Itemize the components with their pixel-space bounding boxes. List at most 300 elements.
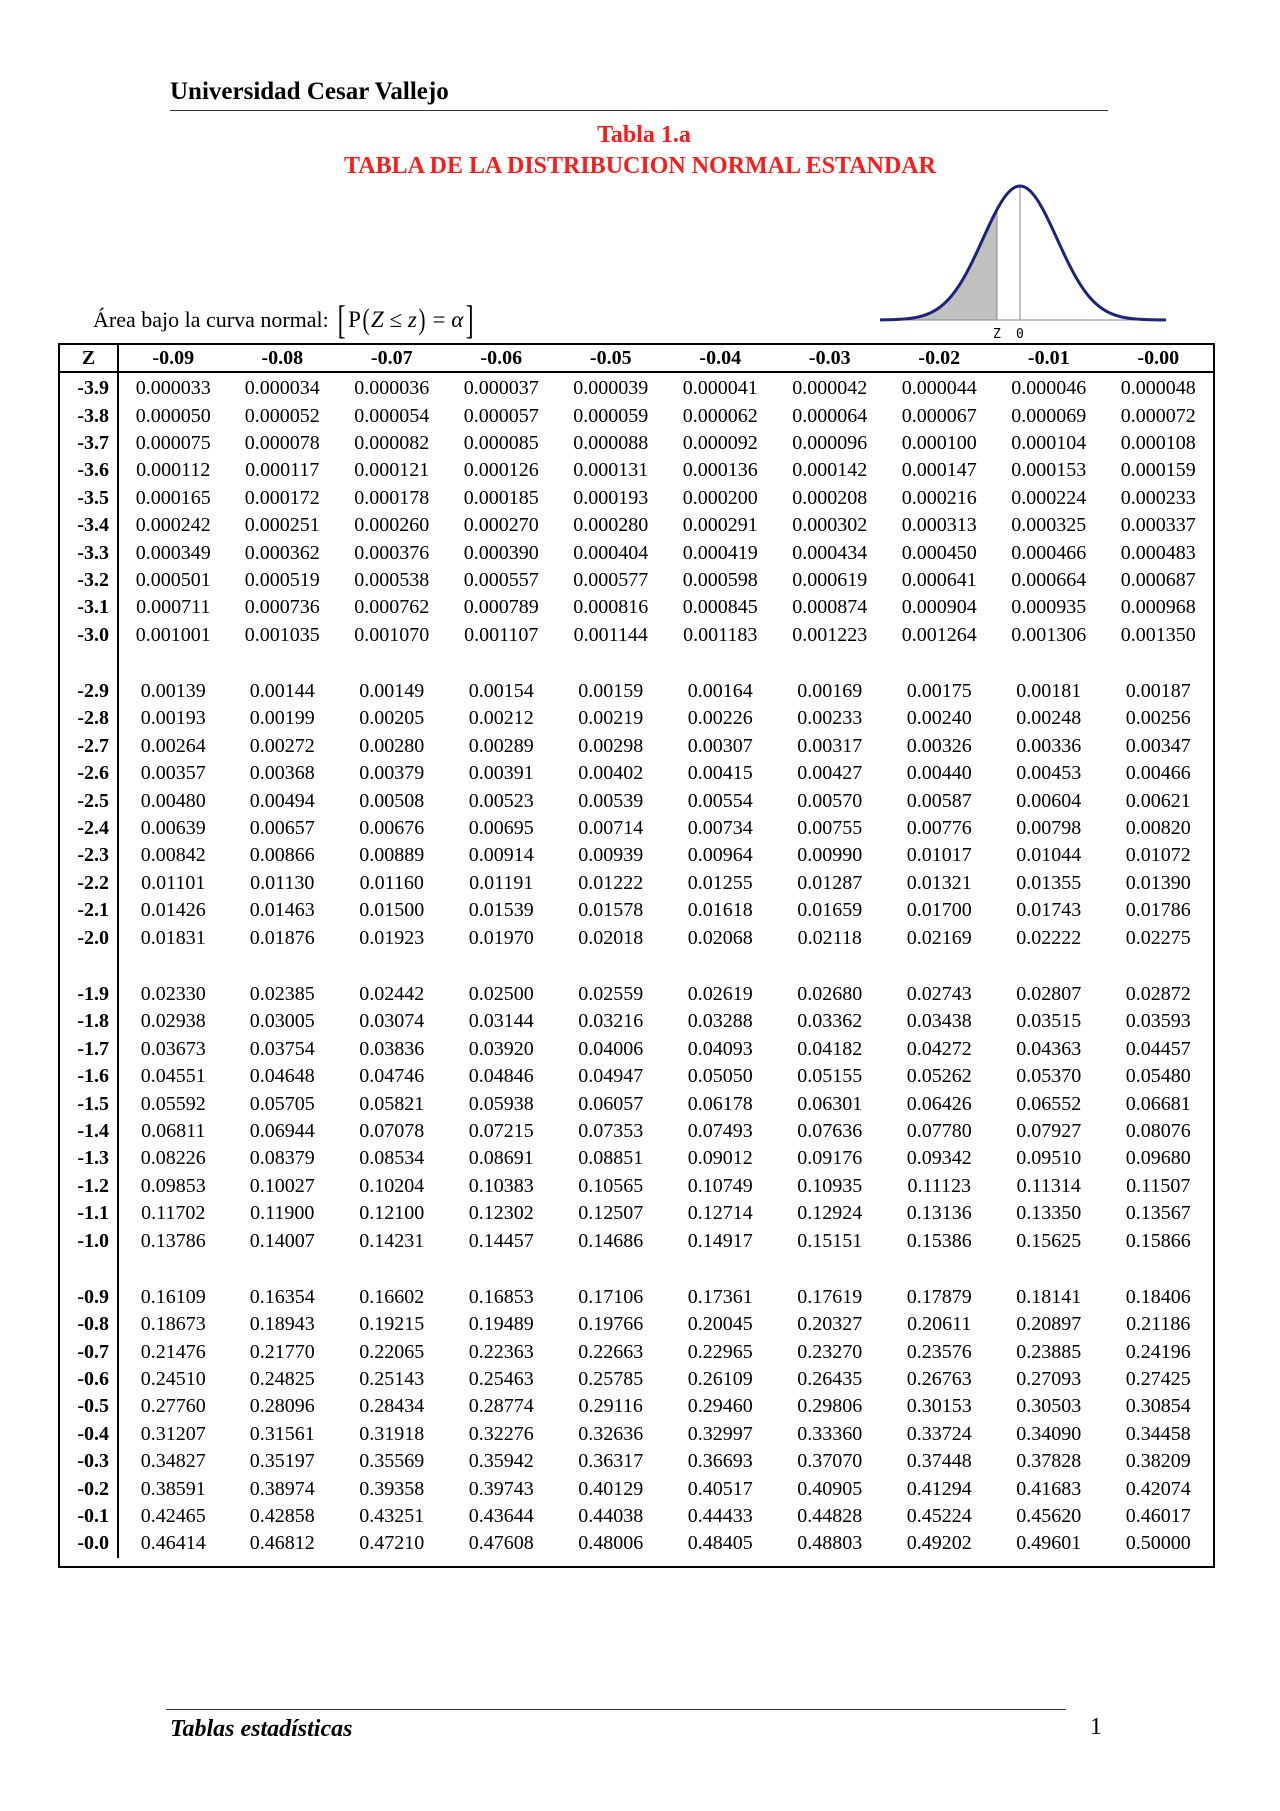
probability-cell: 0.00298 xyxy=(578,734,644,757)
probability-cell: 0.38209 xyxy=(1125,1450,1191,1473)
probability-cell: 0.04006 xyxy=(578,1037,644,1060)
probability-cell: 0.000121 xyxy=(354,459,430,482)
probability-cell: 0.46017 xyxy=(1125,1505,1191,1528)
footer-title: Tablas estadísticas xyxy=(170,1716,353,1742)
table-row xyxy=(60,1503,1213,1530)
group-spacer xyxy=(60,649,1213,678)
probability-cell: 0.00289 xyxy=(468,734,534,757)
probability-cell: 0.00193 xyxy=(140,707,206,730)
probability-cell: 0.01831 xyxy=(140,926,206,949)
probability-cell: 0.00240 xyxy=(906,707,972,730)
probability-cell: 0.04846 xyxy=(468,1065,534,1088)
probability-cell: 0.000242 xyxy=(135,514,211,537)
probability-cell: 0.001306 xyxy=(1011,623,1087,646)
probability-cell: 0.20897 xyxy=(1016,1313,1082,1336)
probability-cell: 0.06301 xyxy=(797,1092,863,1115)
probability-cell: 0.00205 xyxy=(359,707,425,730)
probability-cell: 0.47608 xyxy=(468,1532,534,1555)
probability-cell: 0.00776 xyxy=(906,817,972,840)
probability-cell: 0.02275 xyxy=(1125,926,1191,949)
probability-cell: 0.08851 xyxy=(578,1147,644,1170)
probability-cell: 0.00402 xyxy=(578,762,644,785)
probability-cell: 0.01426 xyxy=(140,899,206,922)
probability-cell: 0.01923 xyxy=(359,926,425,949)
probability-cell: 0.44828 xyxy=(797,1505,863,1528)
table-row xyxy=(60,897,1213,924)
column-header: -0.01 xyxy=(994,345,1104,372)
probability-cell: 0.00554 xyxy=(687,789,753,812)
area-label xyxy=(93,297,477,342)
probability-cell: 0.000762 xyxy=(354,596,430,619)
probability-cell: 0.000419 xyxy=(682,541,758,564)
probability-cell: 0.12302 xyxy=(468,1202,534,1225)
probability-cell: 0.02619 xyxy=(687,983,753,1005)
probability-cell: 0.000036 xyxy=(354,377,430,400)
probability-cell: 0.04363 xyxy=(1016,1037,1082,1060)
probability-cell: 0.05480 xyxy=(1125,1065,1191,1088)
probability-cell: 0.01355 xyxy=(1016,871,1082,894)
probability-cell: 0.22363 xyxy=(468,1340,534,1363)
z-value-cell: -1.0 xyxy=(60,1227,118,1254)
probability-cell: 0.09510 xyxy=(1016,1147,1082,1170)
probability-cell: 0.01539 xyxy=(468,899,534,922)
probability-cell: 0.14917 xyxy=(687,1229,753,1252)
probability-cell: 0.47210 xyxy=(359,1532,425,1555)
probability-cell: 0.000337 xyxy=(1120,514,1196,537)
probability-cell: 0.001107 xyxy=(464,623,539,646)
probability-cell: 0.14231 xyxy=(359,1229,425,1252)
probability-cell: 0.00264 xyxy=(140,734,206,757)
table-row xyxy=(60,1173,1213,1200)
probability-cell: 0.04551 xyxy=(140,1065,206,1088)
probability-cell: 0.32276 xyxy=(468,1422,534,1445)
table-row xyxy=(60,594,1213,621)
probability-cell: 0.00695 xyxy=(468,817,534,840)
z-value-cell: -3.3 xyxy=(60,539,118,566)
probability-cell: 0.18943 xyxy=(249,1313,315,1336)
probability-cell: 0.08226 xyxy=(140,1147,206,1170)
z-axis-label: Z xyxy=(993,327,1001,342)
table-row xyxy=(60,924,1213,951)
probability-cell: 0.03005 xyxy=(249,1010,315,1033)
probability-cell: 0.09853 xyxy=(140,1174,206,1197)
probability-cell: 0.00248 xyxy=(1016,707,1082,730)
shaded-area xyxy=(880,210,997,320)
z-column-header: Z xyxy=(60,345,118,372)
probability-cell: 0.00144 xyxy=(249,680,315,703)
probability-cell: 0.30854 xyxy=(1125,1395,1191,1418)
probability-cell: 0.06944 xyxy=(249,1119,315,1142)
probability-cell: 0.000208 xyxy=(792,486,868,509)
probability-cell: 0.00621 xyxy=(1125,789,1191,812)
table-row xyxy=(60,760,1213,787)
probability-cell: 0.000165 xyxy=(135,486,211,509)
probability-cell: 0.35942 xyxy=(468,1450,534,1473)
probability-cell: 0.39358 xyxy=(359,1477,425,1500)
probability-cell: 0.10204 xyxy=(359,1174,425,1197)
table-row xyxy=(60,1530,1213,1557)
z-value-cell: -3.7 xyxy=(60,430,118,457)
table-row xyxy=(60,1008,1213,1035)
probability-cell: 0.01659 xyxy=(797,899,863,922)
probability-cell: 0.09012 xyxy=(687,1147,753,1170)
probability-cell: 0.13567 xyxy=(1125,1202,1191,1225)
probability-cell: 0.00280 xyxy=(359,734,425,757)
probability-cell: 0.02559 xyxy=(578,983,644,1005)
probability-formula: [ P ( Z ≤ z ) = α ] xyxy=(337,297,475,342)
probability-cell: 0.000075 xyxy=(135,431,211,454)
probability-cell: 0.000577 xyxy=(573,568,649,591)
probability-cell: 0.00159 xyxy=(578,680,644,703)
probability-cell: 0.00866 xyxy=(249,844,315,867)
probability-cell: 0.00734 xyxy=(687,817,753,840)
probability-cell: 0.000376 xyxy=(354,541,430,564)
column-header: -0.09 xyxy=(118,345,228,372)
table-row xyxy=(60,457,1213,484)
z-value-cell: -1.1 xyxy=(60,1200,118,1227)
probability-cell: 0.00604 xyxy=(1016,789,1082,812)
probability-cell: 0.001035 xyxy=(244,623,320,646)
probability-cell: 0.39743 xyxy=(468,1477,534,1500)
probability-cell: 0.00889 xyxy=(359,844,425,867)
probability-cell: 0.17361 xyxy=(687,1285,753,1308)
probability-cell: 0.02018 xyxy=(578,926,644,949)
probability-cell: 0.07927 xyxy=(1016,1119,1082,1142)
probability-cell: 0.03144 xyxy=(468,1010,534,1033)
probability-cell: 0.03515 xyxy=(1016,1010,1082,1033)
probability-cell: 0.00233 xyxy=(797,707,863,730)
probability-cell: 0.01287 xyxy=(797,871,863,894)
probability-cell: 0.07780 xyxy=(906,1119,972,1142)
probability-cell: 0.000153 xyxy=(1011,459,1087,482)
formula-Z: Z xyxy=(370,307,384,332)
probability-cell: 0.12924 xyxy=(797,1202,863,1225)
table-number: Tabla 1.a xyxy=(597,122,691,148)
probability-cell: 0.19766 xyxy=(578,1313,644,1336)
probability-cell: 0.01700 xyxy=(906,899,972,922)
probability-cell: 0.16853 xyxy=(468,1285,534,1308)
probability-cell: 0.01463 xyxy=(249,899,315,922)
probability-cell: 0.24510 xyxy=(140,1368,206,1391)
z-value-cell: -1.3 xyxy=(60,1145,118,1172)
formula-eq: = xyxy=(432,307,446,332)
z-value-cell: -0.4 xyxy=(60,1421,118,1448)
probability-cell: 0.00480 xyxy=(140,789,206,812)
probability-cell: 0.11507 xyxy=(1126,1174,1191,1197)
z-value-cell: -0.5 xyxy=(60,1393,118,1420)
probability-cell: 0.00272 xyxy=(249,734,315,757)
probability-cell: 0.43251 xyxy=(359,1505,425,1528)
probability-cell: 0.18141 xyxy=(1016,1285,1082,1308)
probability-cell: 0.00440 xyxy=(906,762,972,785)
table-row xyxy=(60,733,1213,760)
probability-cell: 0.42858 xyxy=(249,1505,315,1528)
probability-cell: 0.11123 xyxy=(907,1174,971,1197)
probability-cell: 0.29806 xyxy=(797,1395,863,1418)
probability-cell: 0.05705 xyxy=(249,1092,315,1115)
probability-cell: 0.000050 xyxy=(135,404,211,427)
probability-cell: 0.04746 xyxy=(359,1065,425,1088)
page-number: 1 xyxy=(1090,1714,1102,1740)
probability-cell: 0.000104 xyxy=(1011,431,1087,454)
probability-cell: 0.00149 xyxy=(359,680,425,703)
probability-cell: 0.48405 xyxy=(687,1532,753,1555)
university-name: Universidad Cesar Vallejo xyxy=(170,78,449,105)
probability-cell: 0.00357 xyxy=(140,762,206,785)
probability-cell: 0.03920 xyxy=(468,1037,534,1060)
probability-cell: 0.20045 xyxy=(687,1313,753,1336)
probability-cell: 0.000434 xyxy=(792,541,868,564)
probability-cell: 0.00139 xyxy=(140,680,206,703)
probability-cell: 0.000216 xyxy=(901,486,977,509)
probability-cell: 0.34827 xyxy=(140,1450,206,1473)
probability-cell: 0.000054 xyxy=(354,404,430,427)
probability-cell: 0.26435 xyxy=(797,1368,863,1391)
probability-cell: 0.000037 xyxy=(463,377,539,400)
probability-cell: 0.00714 xyxy=(578,817,644,840)
probability-cell: 0.10749 xyxy=(687,1174,753,1197)
probability-cell: 0.00154 xyxy=(468,680,534,703)
column-header: -0.00 xyxy=(1104,345,1214,372)
table-row xyxy=(60,372,1213,402)
probability-cell: 0.000193 xyxy=(573,486,649,509)
table-row xyxy=(60,567,1213,594)
probability-cell: 0.000251 xyxy=(244,514,320,537)
probability-cell: 0.01321 xyxy=(906,871,972,894)
probability-cell: 0.000057 xyxy=(463,404,539,427)
probability-cell: 0.50000 xyxy=(1125,1532,1191,1555)
probability-cell: 0.000131 xyxy=(573,459,649,482)
probability-cell: 0.22663 xyxy=(578,1340,644,1363)
probability-cell: 0.04947 xyxy=(578,1065,644,1088)
probability-cell: 0.03074 xyxy=(359,1010,425,1033)
probability-cell: 0.17619 xyxy=(797,1285,863,1308)
probability-cell: 0.000034 xyxy=(244,377,320,400)
probability-cell: 0.31207 xyxy=(140,1422,206,1445)
header-rule xyxy=(170,110,1108,111)
probability-cell: 0.000874 xyxy=(792,596,868,619)
probability-cell: 0.36693 xyxy=(687,1450,753,1473)
z-value-cell: -0.3 xyxy=(60,1448,118,1475)
column-header: -0.03 xyxy=(775,345,885,372)
probability-cell: 0.000112 xyxy=(136,459,211,482)
probability-cell: 0.10383 xyxy=(468,1174,534,1197)
probability-cell: 0.06178 xyxy=(687,1092,753,1115)
probability-cell: 0.00755 xyxy=(797,817,863,840)
probability-cell: 0.000088 xyxy=(573,431,649,454)
probability-cell: 0.000483 xyxy=(1120,541,1196,564)
probability-cell: 0.000200 xyxy=(682,486,758,509)
table-row xyxy=(60,1063,1213,1090)
probability-cell: 0.000362 xyxy=(244,541,320,564)
probability-cell: 0.44038 xyxy=(578,1505,644,1528)
z-value-cell: -1.6 xyxy=(60,1063,118,1090)
probability-cell: 0.46812 xyxy=(249,1532,315,1555)
probability-cell: 0.000466 xyxy=(1011,541,1087,564)
probability-cell: 0.05155 xyxy=(797,1065,863,1088)
formula-le: ≤ xyxy=(389,307,403,332)
probability-cell: 0.02222 xyxy=(1016,926,1082,949)
probability-cell: 0.001144 xyxy=(573,623,648,646)
probability-cell: 0.25143 xyxy=(359,1368,425,1391)
probability-cell: 0.06811 xyxy=(141,1119,206,1142)
probability-cell: 0.00494 xyxy=(249,789,315,812)
z-value-cell: -2.0 xyxy=(60,924,118,951)
table-row xyxy=(60,1145,1213,1172)
probability-cell: 0.00523 xyxy=(468,789,534,812)
probability-cell: 0.07353 xyxy=(578,1119,644,1142)
probability-cell: 0.35569 xyxy=(359,1450,425,1473)
probability-cell: 0.00256 xyxy=(1125,707,1191,730)
probability-cell: 0.000069 xyxy=(1011,404,1087,427)
probability-cell: 0.07215 xyxy=(468,1119,534,1142)
probability-cell: 0.000096 xyxy=(792,431,868,454)
probability-cell: 0.06426 xyxy=(906,1092,972,1115)
probability-cell: 0.17879 xyxy=(906,1285,972,1308)
probability-cell: 0.18673 xyxy=(140,1313,206,1336)
probability-cell: 0.00336 xyxy=(1016,734,1082,757)
probability-cell: 0.11314 xyxy=(1016,1174,1081,1197)
probability-cell: 0.00570 xyxy=(797,789,863,812)
probability-cell: 0.01044 xyxy=(1016,844,1082,867)
probability-cell: 0.41294 xyxy=(906,1477,972,1500)
probability-cell: 0.14686 xyxy=(578,1229,644,1252)
probability-cell: 0.00175 xyxy=(906,680,972,703)
probability-cell: 0.000711 xyxy=(136,596,211,619)
probability-cell: 0.01786 xyxy=(1125,899,1191,922)
area-label-text: Área bajo la curva normal: xyxy=(93,307,329,332)
z-value-cell: -1.4 xyxy=(60,1118,118,1145)
probability-cell: 0.000390 xyxy=(463,541,539,564)
z-value-cell: -3.1 xyxy=(60,594,118,621)
probability-cell: 0.00990 xyxy=(797,844,863,867)
probability-cell: 0.001001 xyxy=(135,623,211,646)
probability-cell: 0.40129 xyxy=(578,1477,644,1500)
probability-cell: 0.000450 xyxy=(901,541,977,564)
probability-cell: 0.03754 xyxy=(249,1037,315,1060)
probability-cell: 0.00226 xyxy=(687,707,753,730)
probability-cell: 0.11900 xyxy=(250,1202,315,1225)
z-table xyxy=(60,345,1213,1558)
probability-cell: 0.000519 xyxy=(244,568,320,591)
probability-cell: 0.000092 xyxy=(682,431,758,454)
probability-cell: 0.15625 xyxy=(1016,1229,1082,1252)
probability-cell: 0.01160 xyxy=(359,871,424,894)
probability-cell: 0.03288 xyxy=(687,1010,753,1033)
probability-cell: 0.40905 xyxy=(797,1477,863,1500)
probability-cell: 0.02118 xyxy=(797,926,862,949)
probability-cell: 0.000147 xyxy=(901,459,977,482)
probability-cell: 0.48803 xyxy=(797,1532,863,1555)
table-title: TABLA DE LA DISTRIBUCION NORMAL ESTANDAR xyxy=(344,153,936,179)
table-row xyxy=(60,870,1213,897)
column-header: -0.07 xyxy=(337,345,447,372)
probability-cell: 0.000064 xyxy=(792,404,868,427)
probability-cell: 0.12100 xyxy=(359,1202,425,1225)
probability-cell: 0.00657 xyxy=(249,817,315,840)
probability-cell: 0.01500 xyxy=(359,899,425,922)
probability-cell: 0.06681 xyxy=(1125,1092,1191,1115)
probability-cell: 0.03836 xyxy=(359,1037,425,1060)
probability-cell: 0.000789 xyxy=(463,596,539,619)
probability-cell: 0.00639 xyxy=(140,817,206,840)
table-row xyxy=(60,485,1213,512)
normal-distribution-table xyxy=(58,343,1215,1568)
probability-cell: 0.000046 xyxy=(1011,377,1087,400)
probability-cell: 0.05050 xyxy=(687,1065,753,1088)
probability-cell: 0.01101 xyxy=(141,871,206,894)
group-spacer xyxy=(60,952,1213,981)
probability-cell: 0.45224 xyxy=(906,1505,972,1528)
probability-cell: 0.42074 xyxy=(1125,1477,1191,1500)
probability-cell: 0.000302 xyxy=(792,514,868,537)
probability-cell: 0.001070 xyxy=(354,623,430,646)
probability-cell: 0.00453 xyxy=(1016,762,1082,785)
probability-cell: 0.01876 xyxy=(249,926,315,949)
probability-cell: 0.000260 xyxy=(354,514,430,537)
probability-cell: 0.20327 xyxy=(797,1313,863,1336)
z-value-cell: -3.8 xyxy=(60,402,118,429)
probability-cell: 0.46414 xyxy=(140,1532,206,1555)
column-header: -0.08 xyxy=(228,345,338,372)
probability-cell: 0.41683 xyxy=(1016,1477,1082,1500)
probability-cell: 0.02872 xyxy=(1125,983,1191,1005)
z-value-cell: -2.6 xyxy=(60,760,118,787)
probability-cell: 0.36317 xyxy=(578,1450,644,1473)
probability-cell: 0.30153 xyxy=(906,1395,972,1418)
probability-cell: 0.10935 xyxy=(797,1174,863,1197)
probability-cell: 0.03362 xyxy=(797,1010,863,1033)
probability-cell: 0.000664 xyxy=(1011,568,1087,591)
probability-cell: 0.000108 xyxy=(1120,431,1196,454)
probability-cell: 0.03216 xyxy=(578,1010,644,1033)
probability-cell: 0.02330 xyxy=(140,983,206,1005)
probability-cell: 0.49202 xyxy=(906,1532,972,1555)
probability-cell: 0.29116 xyxy=(578,1395,643,1418)
group-spacer xyxy=(60,1255,1213,1284)
probability-cell: 0.22965 xyxy=(687,1340,753,1363)
probability-cell: 0.000136 xyxy=(682,459,758,482)
probability-cell: 0.00187 xyxy=(1125,680,1191,703)
probability-cell: 0.21770 xyxy=(249,1340,315,1363)
z-value-cell: -3.0 xyxy=(60,622,118,649)
probability-cell: 0.02743 xyxy=(906,983,972,1005)
z-value-cell: -2.7 xyxy=(60,733,118,760)
probability-cell: 0.000126 xyxy=(463,459,539,482)
probability-cell: 0.12714 xyxy=(687,1202,753,1225)
probability-cell: 0.000042 xyxy=(792,377,868,400)
probability-cell: 0.000044 xyxy=(901,377,977,400)
probability-cell: 0.000280 xyxy=(573,514,649,537)
z-value-cell: -3.6 xyxy=(60,457,118,484)
probability-cell: 0.000172 xyxy=(244,486,320,509)
z-value-cell: -0.0 xyxy=(60,1530,118,1557)
probability-cell: 0.18406 xyxy=(1125,1285,1191,1308)
probability-cell: 0.02442 xyxy=(359,983,425,1005)
probability-cell: 0.02938 xyxy=(140,1010,206,1033)
probability-cell: 0.16109 xyxy=(140,1285,206,1308)
probability-cell: 0.000072 xyxy=(1120,404,1196,427)
probability-cell: 0.08076 xyxy=(1125,1119,1191,1142)
z-value-cell: -2.2 xyxy=(60,870,118,897)
probability-cell: 0.000557 xyxy=(463,568,539,591)
z-value-cell: -3.4 xyxy=(60,512,118,539)
z-value-cell: -1.9 xyxy=(60,981,118,1008)
probability-cell: 0.37070 xyxy=(797,1450,863,1473)
probability-cell: 0.13350 xyxy=(1016,1202,1082,1225)
probability-cell: 0.00587 xyxy=(906,789,972,812)
probability-cell: 0.21186 xyxy=(1126,1313,1191,1336)
